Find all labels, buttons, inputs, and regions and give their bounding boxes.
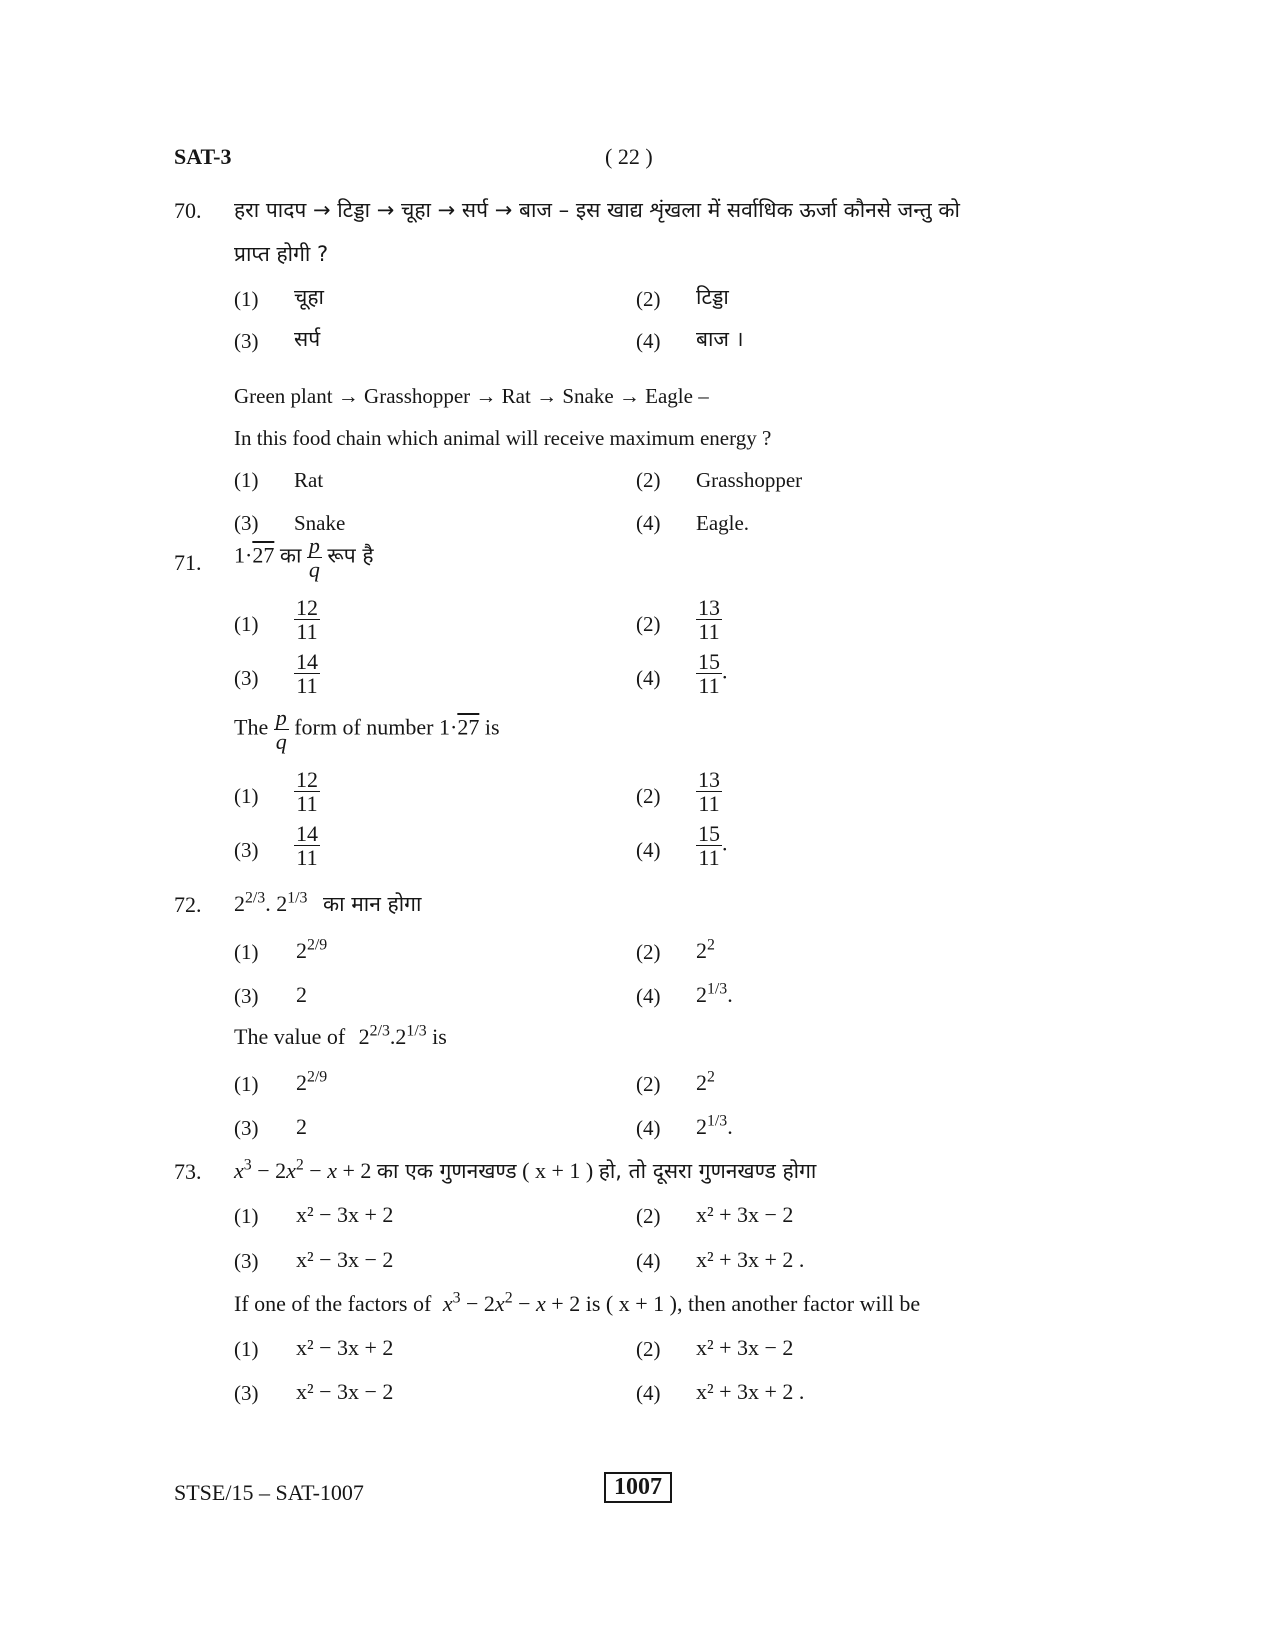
q71-en-option-1: $\frac{12}{11}$ xyxy=(296,767,318,817)
option-label: (4) xyxy=(636,984,661,1008)
q70-en-option-4: Eagle. xyxy=(696,511,750,535)
q71-hi-option-2: $\frac{13}{11}$ xyxy=(698,595,720,645)
option-label: (1) xyxy=(234,612,259,636)
q72-hindi-stem: $2^{2/3}$. $2^{1/3}$ का मान होगा xyxy=(234,889,422,916)
q71-hi-option-3: $\frac{14}{11}$ xyxy=(296,649,318,699)
q72-en-option-4: $2^{1/3}$. xyxy=(696,1112,733,1139)
option-label: (1) xyxy=(234,468,259,492)
option-label: (2) xyxy=(636,784,661,808)
option-label: (4) xyxy=(636,1249,661,1273)
option-label: (4) xyxy=(636,1381,661,1405)
q73-hi-option-3: x² − 3x − 2 xyxy=(296,1247,394,1272)
q71-en-option-3: $\frac{14}{11}$ xyxy=(296,821,318,871)
q73-en-option-1: x² − 3x + 2 xyxy=(296,1335,394,1360)
q71-english-stem: The $\frac{p}{q}$ form of number 1·27 is xyxy=(234,705,500,755)
option-label: (3) xyxy=(234,984,259,1008)
q70-hindi-line1: हरा पादप → टिड्डा → चूहा → सर्प → बाज – इस खाद्य शृंखला में सर्वाधिक ऊर्जा कौनसे जन्तु को xyxy=(234,198,960,222)
option-label: (3) xyxy=(234,329,259,353)
option-label: (3) xyxy=(234,1381,259,1405)
option-label: (1) xyxy=(234,287,259,311)
q70-english-line1: Green plant → Grasshopper → Rat → Snake → Eagle – xyxy=(234,384,709,408)
option-label: (3) xyxy=(234,1116,259,1140)
q71-number: 71. xyxy=(174,550,202,575)
q73-en-option-2: x² + 3x − 2 xyxy=(696,1335,794,1360)
option-label: (2) xyxy=(636,468,661,492)
q72-hi-option-2: $2^2$ xyxy=(696,936,715,963)
q72-hi-option-1: $2^{2/9}$ xyxy=(296,936,328,963)
option-label: (2) xyxy=(636,1204,661,1228)
option-label: (1) xyxy=(234,1204,259,1228)
option-label: (3) xyxy=(234,511,259,535)
q73-en-option-4: x² + 3x + 2 . xyxy=(696,1379,805,1404)
q72-en-option-2: $2^2$ xyxy=(696,1068,715,1095)
q73-hi-option-1: x² − 3x + 2 xyxy=(296,1202,394,1227)
option-label: (1) xyxy=(234,784,259,808)
option-label: (1) xyxy=(234,1337,259,1361)
q72-hi-option-3: 2 xyxy=(296,982,307,1007)
option-label: (2) xyxy=(636,1337,661,1361)
q70-number: 70. xyxy=(174,198,202,223)
q73-hi-option-2: x² + 3x − 2 xyxy=(696,1202,794,1227)
q70-en-option-2: Grasshopper xyxy=(696,468,803,492)
option-label: (3) xyxy=(234,1249,259,1273)
footer-page-box: 1007 xyxy=(604,1472,672,1503)
option-label: (2) xyxy=(636,1072,661,1096)
option-label: (2) xyxy=(636,287,661,311)
option-label: (4) xyxy=(636,838,661,862)
q73-english-stem: If one of the factors of $x^3 - 2x^2 - x + 2$ is ( x + 1 ), then another factor will be xyxy=(234,1289,921,1316)
option-label: (4) xyxy=(636,1116,661,1140)
option-label: (4) xyxy=(636,666,661,690)
option-label: (2) xyxy=(636,612,661,636)
q72-number: 72. xyxy=(174,892,202,917)
q72-en-option-1: $2^{2/9}$ xyxy=(296,1068,328,1095)
q70-hi-option-3: सर्प xyxy=(294,327,321,351)
q70-hi-option-2: टिड्डा xyxy=(696,285,729,309)
option-label: (1) xyxy=(234,1072,259,1096)
option-label: (1) xyxy=(234,940,259,964)
header-code: SAT-3 xyxy=(174,144,232,169)
q72-english-stem: The value of $2^{2/3}.2^{1/3}$ is xyxy=(234,1022,447,1049)
q70-en-option-3: Snake xyxy=(294,511,346,535)
q70-hindi-line2: प्राप्त होगी ? xyxy=(234,242,329,266)
q71-hi-option-1: $\frac{12}{11}$ xyxy=(296,595,318,645)
q72-en-option-3: 2 xyxy=(296,1114,307,1139)
q71-en-option-2: $\frac{13}{11}$ xyxy=(698,767,720,817)
q70-hi-option-1: चूहा xyxy=(294,285,324,309)
option-label: (3) xyxy=(234,838,259,862)
option-label: (3) xyxy=(234,666,259,690)
q70-english-line2: In this food chain which animal will receive maximum energy ? xyxy=(234,426,772,450)
option-label: (2) xyxy=(636,940,661,964)
q73-hi-option-4: x² + 3x + 2 . xyxy=(696,1247,805,1272)
q70-en-option-1: Rat xyxy=(294,468,324,492)
q71-en-option-4: $\frac{15}{11}$ . xyxy=(698,821,728,871)
q70-hi-option-4: बाज । xyxy=(696,327,744,351)
q71-hi-option-4: $\frac{15}{11}$ . xyxy=(698,649,728,699)
q73-hindi-stem: $x^3 - 2x^2 - x + 2$ का एक गुणनखण्ड ( x + 1 ) हो, तो दूसरा गुणनखण्ड होगा xyxy=(234,1156,817,1183)
q73-number: 73. xyxy=(174,1159,202,1184)
q73-en-option-3: x² − 3x − 2 xyxy=(296,1379,394,1404)
option-label: (4) xyxy=(636,329,661,353)
option-label: (4) xyxy=(636,511,661,535)
q71-hindi-stem: 1·27 का $\frac{p}{q}$ रूप है xyxy=(234,533,374,583)
q72-hi-option-4: $2^{1/3}$. xyxy=(696,980,733,1007)
page-number: ( 22 ) xyxy=(605,144,653,169)
footer-code: STSE/15 – SAT-1007 xyxy=(174,1480,364,1505)
